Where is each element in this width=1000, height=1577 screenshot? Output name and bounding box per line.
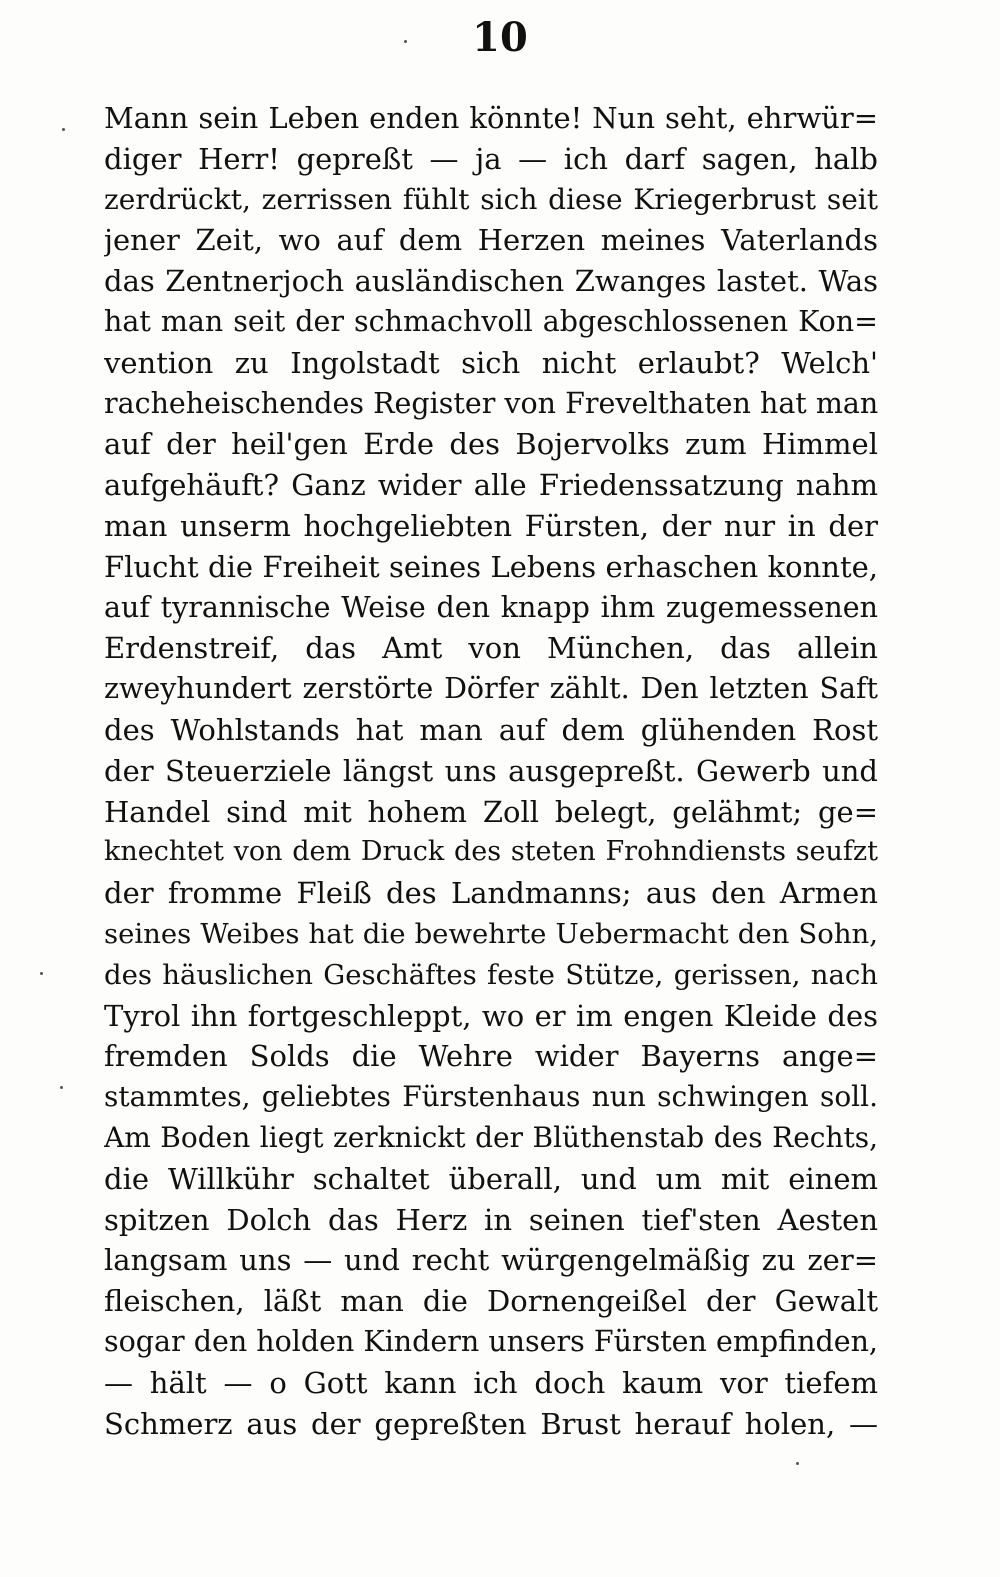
print-speck [62,128,65,131]
page-number: 10 [472,14,528,61]
text-line: vention zu Ingolstadt sich nicht erlaubt? Welch' [104,345,878,380]
text-line: Am Boden liegt zerknickt der Blüthenstab des Rechts, [104,1120,878,1154]
text-line: des häuslichen Geschäftes feste Stütze, gerissen, nach [104,958,878,991]
text-line: sogar den holden Kindern unsers Fürsten empfinden, [104,1324,878,1358]
body-text [104,98,878,1444]
print-speck [60,1086,63,1089]
text-line: zweyhundert zerstörte Dörfer zählt. Den letzten Saft [104,672,878,706]
text-line: hat man seit der schmachvoll abgeschlossenen Kon= [104,304,878,338]
text-line: auf der heil'gen Erde des Bojervolks zum Himmel [104,427,878,462]
text-line: Handel sind mit hohem Zoll belegt, gelähmt; ge= [104,794,878,829]
text-line: spitzen Dolch das Herz in seinen tief'sten Aesten [104,1202,878,1237]
text-line: — hält — o Gott kann ich doch kaum vor tiefem [104,1365,878,1400]
print-speck [40,972,43,975]
text-line: zerdrückt, zerrissen fühlt sich diese Kriegerbrust seit [104,182,878,216]
text-line: Tyrol ihn fortgeschleppt, wo er im engen Kleide des [104,998,878,1033]
text-line: knechtet von dem Druck des steten Frohndiensts seufzt [104,836,878,868]
text-line: Mann sein Leben enden könnte! Nun seht, ehrwür= [104,101,878,135]
text-line: Schmerz aus der gepreßten Brust herauf holen, — [104,1406,878,1441]
text-line: seines Weibes hat die bewehrte Uebermacht den Sohn, [104,917,878,950]
text-line: man unserm hochgeliebten Fürsten, der nur in der [104,508,878,543]
text-line: die Willkühr schaltet überall, und um mit einem [104,1161,878,1196]
print-speck [796,1462,799,1465]
text-line: aufgehäuft? Ganz wider alle Friedenssatzung nahm [104,468,878,503]
text-line: fleischen, läßt man die Dornengeißel der Gewalt [104,1284,878,1319]
text-line: Erdenstreif, das Amt von München, das allein [104,631,878,666]
text-line: racheheischendes Register von Frevelthaten hat man [104,386,878,420]
print-speck [404,40,407,43]
text-line: das Zentnerjoch ausländischen Zwanges lastet. Was [104,264,878,299]
text-line: auf tyrannische Weise den knapp ihm zugemessenen [104,590,878,624]
text-line: der Steuerziele längst uns ausgepreßt. Gewerb und [104,753,878,788]
text-line: des Wohlstands hat man auf dem glühenden Rost [104,712,878,747]
text-line: langsam uns — und recht würgengelmäßig zu zer= [104,1243,878,1278]
text-line: diger Herr! gepreßt — ja — ich darf sagen, halb [104,141,878,176]
text-line: fremden Solds die Wehre wider Bayerns ange= [104,1039,878,1074]
text-line: jener Zeit, wo auf dem Herzen meines Vaterlands [104,223,878,258]
text-line: Flucht die Freiheit seines Lebens erhaschen konnte, [104,549,878,584]
text-line: der fromme Fleiß des Landmanns; aus den Armen [104,876,878,911]
text-line: stammtes, geliebtes Fürstenhaus nun schwingen soll. [104,1080,878,1114]
